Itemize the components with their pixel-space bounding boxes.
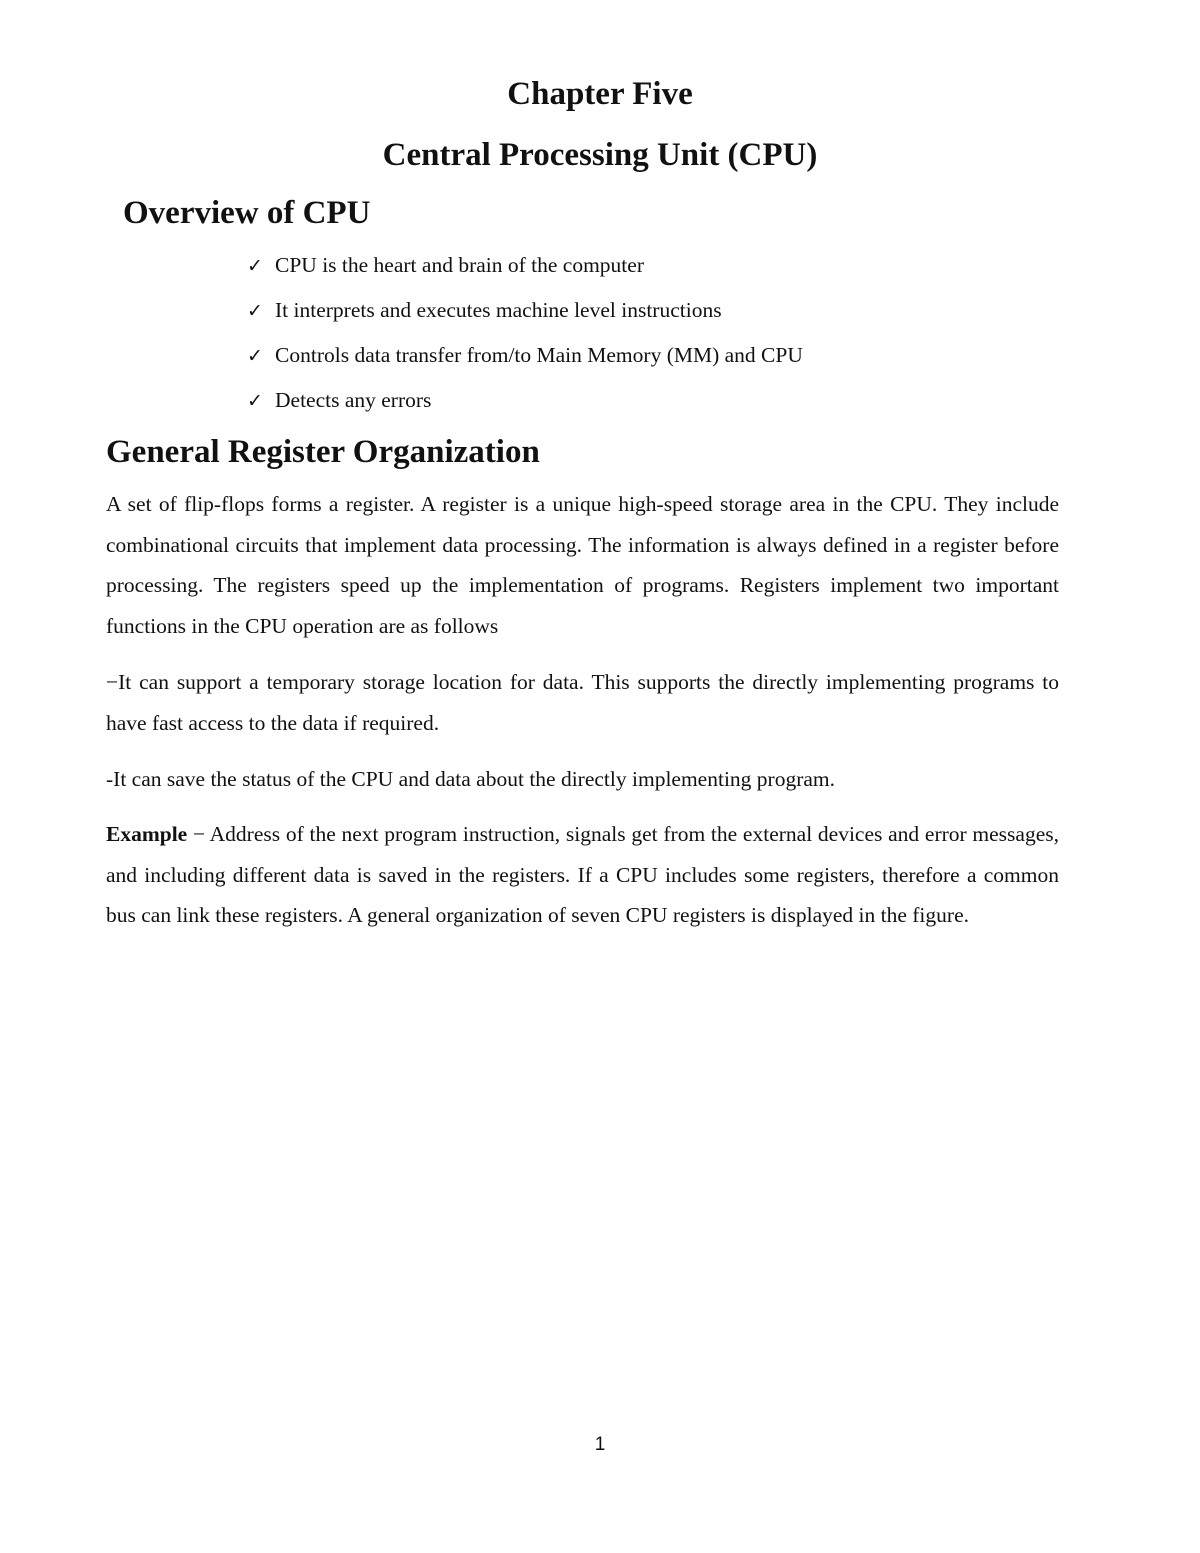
general-register-heading: General Register Organization xyxy=(106,434,540,470)
example-text: − Address of the next program instruction, signals get from the external devices and error messages, and including different data is saved in the registers. If a CPU includes some registers, therefore a common bus can link these registers. A general organization of seven CPU registers is displayed in the figure. xyxy=(106,822,1059,928)
checkmark-icon: ✓ xyxy=(247,300,263,322)
list-item-text: Controls data transfer from/to Main Memory (MM) and CPU xyxy=(275,343,803,367)
checkmark-icon: ✓ xyxy=(247,345,263,367)
register-function-2-paragraph: -It can save the status of the CPU and data about the directly implementing program. xyxy=(106,767,836,791)
list-item-text: It interprets and executes machine level instructions xyxy=(275,298,722,322)
register-intro-paragraph: A set of flip-flops forms a register. A register is a unique high-speed storage area in the CPU. They include combinational circuits that implement data processing. The information is always defined in a register before processing. The registers speed up the implementation of programs. Registers implement two important functions in the CPU operation are as follows xyxy=(106,492,1059,638)
page-number: 1 xyxy=(594,1434,606,1455)
checkmark-icon: ✓ xyxy=(247,390,263,412)
list-item-text: Detects any errors xyxy=(275,388,432,412)
chapter-title: Chapter Five xyxy=(507,76,693,112)
list-item xyxy=(247,246,803,291)
example-label: Example xyxy=(106,822,188,846)
register-function-1-paragraph: −It can support a temporary storage location for data. This supports the directly implementing programs to have fast access to the data if required. xyxy=(106,670,1059,735)
chapter-subtitle: Central Processing Unit (CPU) xyxy=(382,137,818,173)
example-paragraph xyxy=(106,814,1059,936)
checkmark-icon: ✓ xyxy=(247,255,263,277)
overview-bullet-list xyxy=(247,246,803,426)
list-item xyxy=(247,336,803,381)
overview-heading: Overview of CPU xyxy=(123,195,371,231)
list-item-text: CPU is the heart and brain of the computer xyxy=(275,253,644,277)
list-item xyxy=(247,291,803,336)
list-item xyxy=(247,381,803,426)
